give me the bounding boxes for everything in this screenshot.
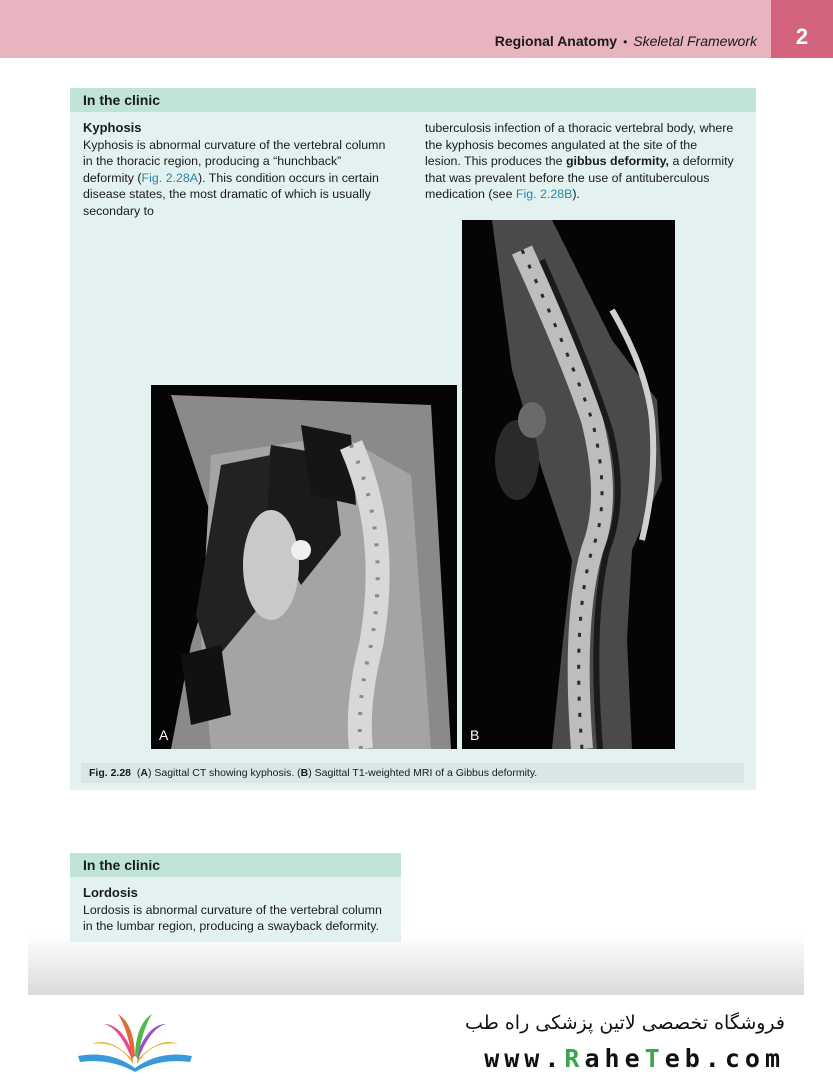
part-title: Regional Anatomy: [494, 33, 618, 49]
clinic-box-lordosis: [70, 853, 401, 942]
url-part: www.: [484, 1044, 565, 1073]
caption-text: ) Sagittal T1-weighted MRI of a Gibbus deformity.: [308, 767, 538, 779]
url-part: R: [564, 1044, 585, 1073]
running-head: [495, 32, 757, 51]
right-column: [425, 120, 735, 203]
fig-2-28b-link[interactable]: Fig. 2.28B: [515, 187, 573, 202]
panel-a-label: A: [159, 727, 169, 743]
caption-text: ) Sagittal CT showing kyphosis. (: [147, 767, 301, 779]
caption-text: (: [136, 767, 141, 779]
ct-scan-illustration: [151, 385, 457, 749]
text-run: Kyphosis is abnormal curvature of the vertebral column in the thoracic region, producing a “hunchback” deformity (: [83, 137, 386, 185]
separator-dot: •: [623, 35, 628, 49]
caption-panel-a: A: [140, 767, 148, 779]
open-book-logo-icon: [70, 1010, 200, 1076]
page-header: [0, 0, 833, 58]
lordosis-body: [83, 885, 393, 935]
caption-panel-b: B: [300, 767, 309, 779]
clinic-heading: In the clinic: [70, 853, 401, 877]
kyphosis-paragraph-right: [425, 120, 735, 203]
text-run: ). This condition occurs in certain disease states, the most dramatic of which is usually secondary to: [83, 170, 379, 218]
gibbus-term: gibbus deformity,: [565, 154, 669, 169]
clinic-box-kyphosis: [70, 88, 756, 790]
page-shadow: [28, 935, 804, 995]
text-run: ).: [572, 187, 580, 202]
panel-b-label: B: [470, 727, 480, 743]
url-part: eb.com: [664, 1044, 785, 1073]
text-run: tuberculosis infection of a thoracic vertebral body, where the kyphosis becomes angulated at the site of the lesion. This produces the: [425, 121, 734, 169]
store-url[interactable]: [484, 1044, 785, 1073]
store-name-persian: فروشگاه تخصصی لاتین پزشکی راه طب: [465, 1012, 785, 1034]
chapter-number-tab: 2: [771, 0, 833, 58]
url-part: ahe: [584, 1044, 645, 1073]
section-title: Skeletal Framework: [633, 33, 757, 49]
fig-2-28a-link[interactable]: Fig. 2.28A: [141, 170, 199, 185]
kyphosis-paragraph-left: [83, 137, 393, 220]
caption-fig-number: Fig. 2.28: [89, 767, 132, 779]
figure-panel-a-ct-image: [151, 385, 457, 749]
text-run: a deformity that was prevalent before the use of antituberculous medication (see: [425, 154, 734, 202]
figure-caption: [81, 763, 744, 783]
url-part: T: [644, 1044, 665, 1073]
figure-panel-b-mri-image: [462, 220, 675, 749]
left-column: [83, 120, 393, 220]
lordosis-paragraph: Lordosis is abnormal curvature of the vertebral column in the lumbar region, producing a swayback deformity.: [83, 902, 382, 934]
kyphosis-subheading: Kyphosis: [83, 120, 142, 135]
mri-scan-illustration: [462, 220, 675, 749]
lordosis-subheading: Lordosis: [83, 885, 138, 900]
clinic-heading: In the clinic: [70, 88, 756, 112]
